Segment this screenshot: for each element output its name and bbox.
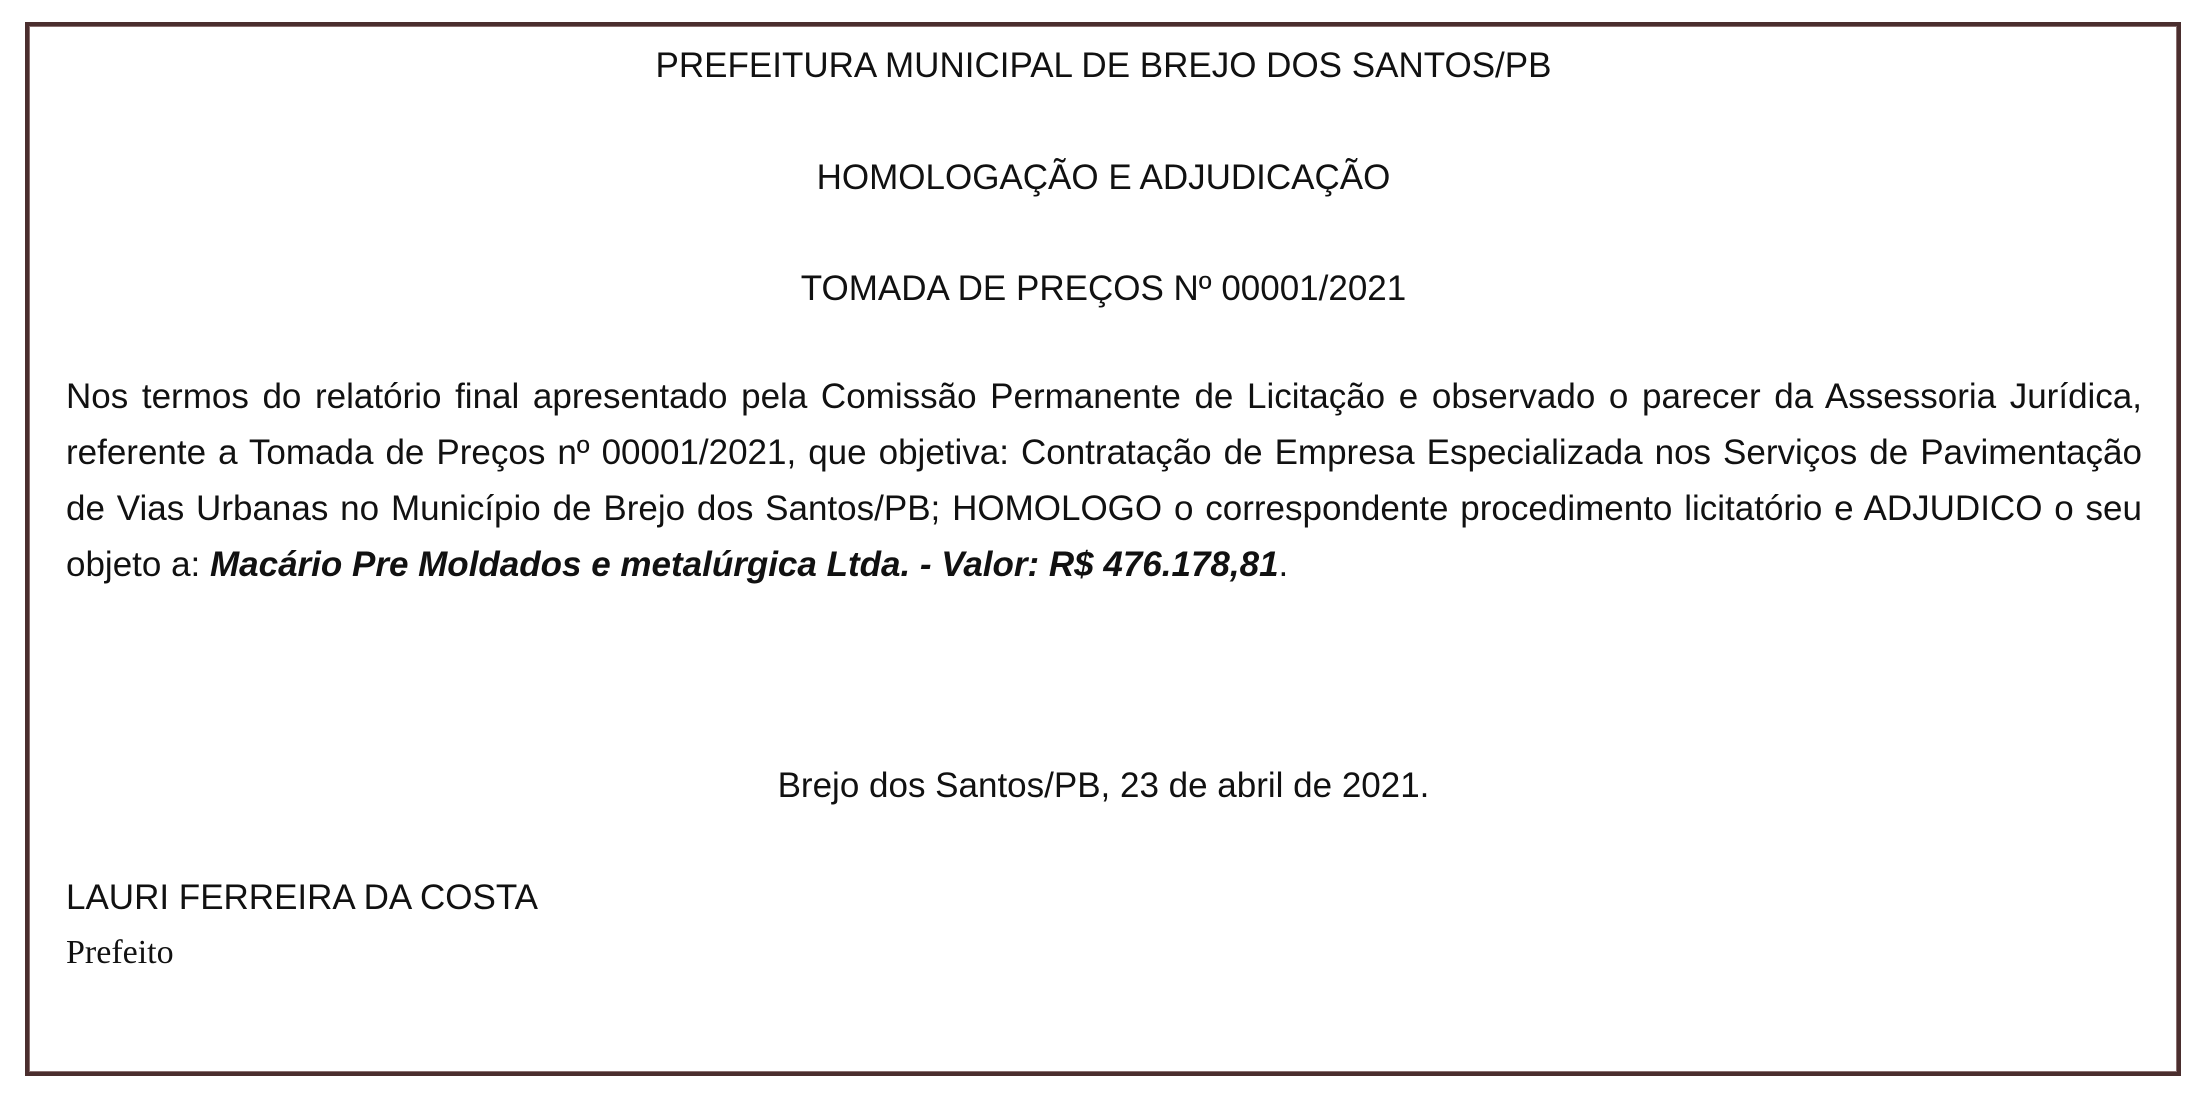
organization-title: PREFEITURA MUNICIPAL DE BREJO DOS SANTOS/PB (655, 46, 1552, 85)
process-number-heading: TOMADA DE PREÇOS Nº 00001/2021 (800, 269, 1407, 308)
body-text-end: . (1278, 545, 1289, 584)
body-text-intro: Nos termos do relatório final apresentado pela Comissão Permanente de Licitação e observado o parecer da Assessoria Jurídica, referente a Tomada de Preços nº 00001/2021, que objetiva: Contratação de Empresa Especializada nos Serviços de Pavimentação de Vias Urbanas no Município de Brejo dos Santos/PB; HOMOLOGO o correspondente procedimento licitatório e ADJUDICO o seu objeto a: (66, 377, 2142, 584)
awardee-and-value: Macário Pre Moldados e metalúrgica Ltda. - Valor: R$ 476.178,81 (210, 545, 1279, 584)
signer-name: LAURI FERREIRA DA COSTA (66, 878, 538, 917)
place-and-date: Brejo dos Santos/PB, 23 de abril de 2021. (777, 766, 1430, 805)
signer-role: Prefeito (66, 934, 174, 971)
body-paragraph (66, 369, 2142, 593)
document-type-heading: HOMOLOGAÇÃO E ADJUDICAÇÃO (816, 158, 1391, 197)
